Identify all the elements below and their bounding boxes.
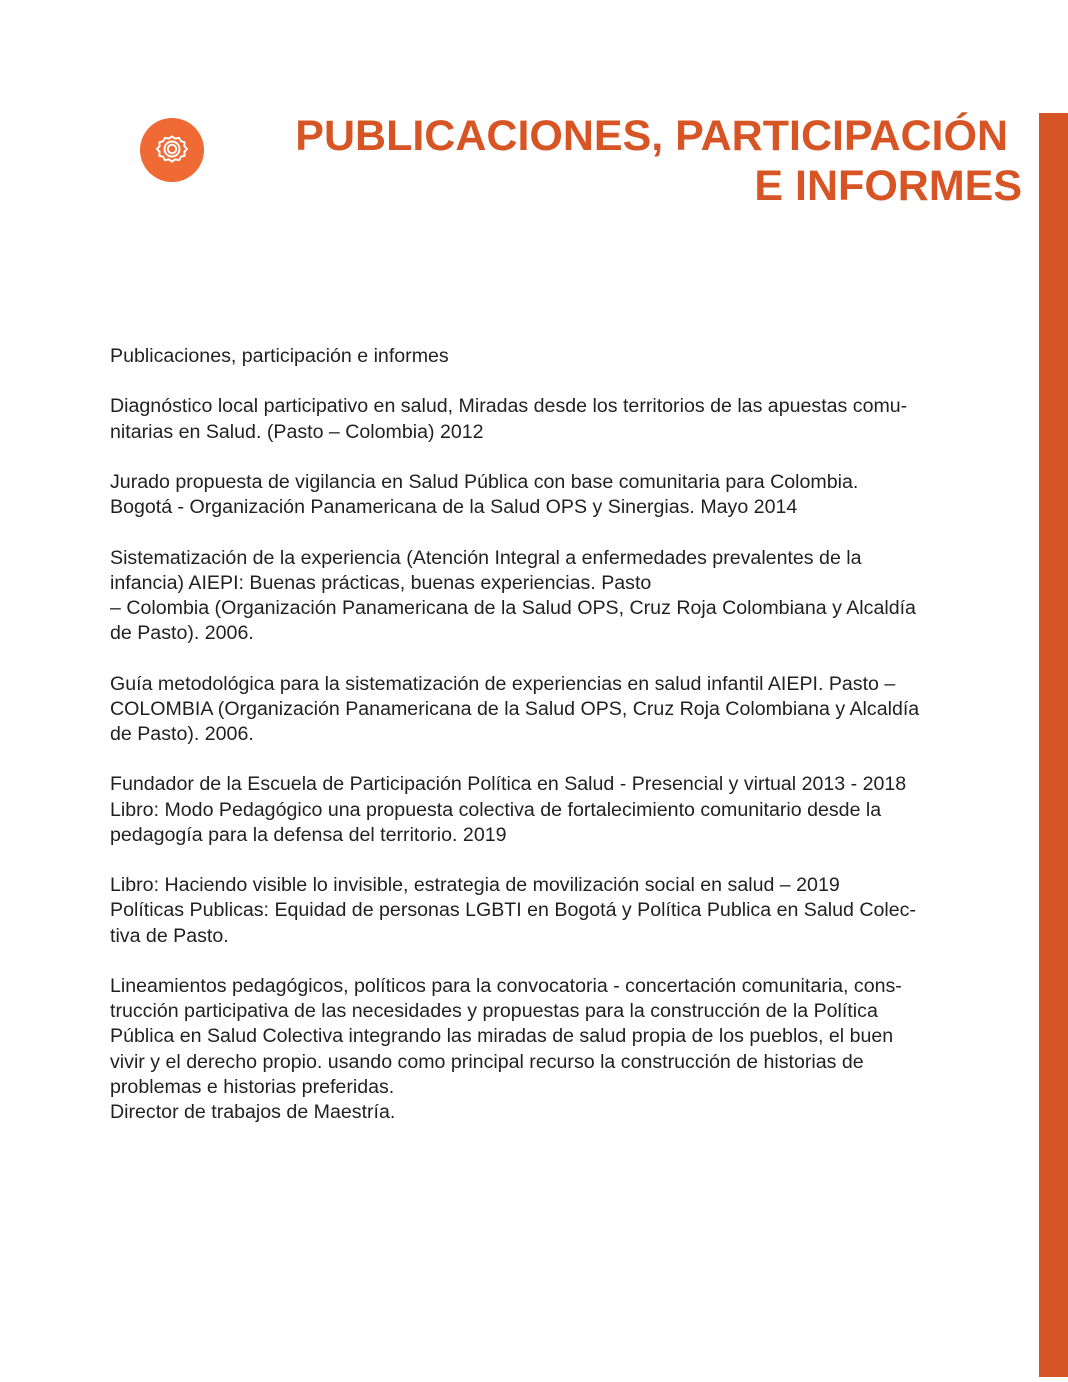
- text-line: pedagogía para la defensa del territorio. 2019: [110, 823, 507, 846]
- text-line: de Pasto). 2006.: [110, 622, 254, 645]
- text-line: Libro: Haciendo visible lo invisible, estrategia de movilización social en salud – 2019: [110, 874, 840, 897]
- page-title: [242, 111, 1022, 211]
- gear-icon: [140, 118, 204, 182]
- publications-content: [110, 344, 990, 1150]
- text-line: problemas e historias preferidas.: [110, 1075, 395, 1098]
- text-line: Pública en Salud Colectiva integrando las miradas de salud propia de los pueblos, el buen: [110, 1025, 894, 1048]
- text-line: infancia) AIEPI: Buenas prácticas, buenas experiencias. Pasto: [110, 571, 652, 594]
- text-line: nitarias en Salud. (Pasto – Colombia) 2012: [110, 420, 484, 443]
- publication-item: [110, 672, 990, 748]
- text-line: Libro: Modo Pedagógico una propuesta colectiva de fortalecimiento comunitario desde la: [110, 798, 882, 821]
- text-line: Jurado propuesta de vigilancia en Salud Pública con base comunitaria para Colombia.: [110, 470, 859, 493]
- text-line: Lineamientos pedagógicos, políticos para la convocatoria - concertación comunitaria, cons-: [110, 974, 902, 997]
- text-line: Guía metodológica para la sistematización de experiencias en salud infantil AIEPI. Pasto –: [110, 672, 896, 695]
- page-title-line-1: PUBLICACIONES, PARTICIPACIÓN: [295, 112, 1008, 160]
- publication-item: [110, 546, 990, 647]
- text-line: trucción participativa de las necesidades y propuestas para la construcción de la Política: [110, 1000, 878, 1023]
- publication-item: [110, 873, 990, 949]
- section-heading-text: Publicaciones, participación e informes: [110, 345, 449, 367]
- publication-item: [110, 772, 990, 848]
- text-line: vivir y el derecho propio. usando como principal recurso la construcción de historias de: [110, 1050, 864, 1073]
- section-heading: [110, 344, 990, 369]
- text-line: Políticas Publicas: Equidad de personas LGBTI en Bogotá y Política Publica en Salud Colec-: [110, 899, 916, 922]
- text-line: Diagnóstico local participativo en salud, Miradas desde los territorios de las apuestas comu-: [110, 395, 908, 418]
- publication-item: [110, 394, 990, 444]
- text-line: de Pasto). 2006.: [110, 722, 254, 745]
- text-line: tiva de Pasto.: [110, 924, 229, 947]
- text-line: Bogotá - Organización Panamericana de la Salud OPS y Sinergias. Mayo 2014: [110, 496, 798, 519]
- text-line: COLOMBIA (Organización Panamericana de la Salud OPS, Cruz Roja Colombiana y Alcaldía: [110, 697, 920, 720]
- publication-item: [110, 470, 990, 520]
- text-line: Director de trabajos de Maestría.: [110, 1100, 396, 1123]
- text-line: Fundador de la Escuela de Participación Política en Salud - Presencial y virtual 2013 - 2018: [110, 773, 907, 796]
- publication-item: [110, 974, 990, 1125]
- gear-badge-icon: [140, 118, 204, 182]
- side-accent-bar: [1039, 113, 1068, 1377]
- text-line: Sistematización de la experiencia (Atención Integral a enfermedades prevalentes de la: [110, 546, 862, 569]
- text-line: – Colombia (Organización Panamericana de la Salud OPS, Cruz Roja Colombiana y Alcaldía: [110, 596, 916, 619]
- page-title-line-2: E INFORMES: [754, 162, 1022, 210]
